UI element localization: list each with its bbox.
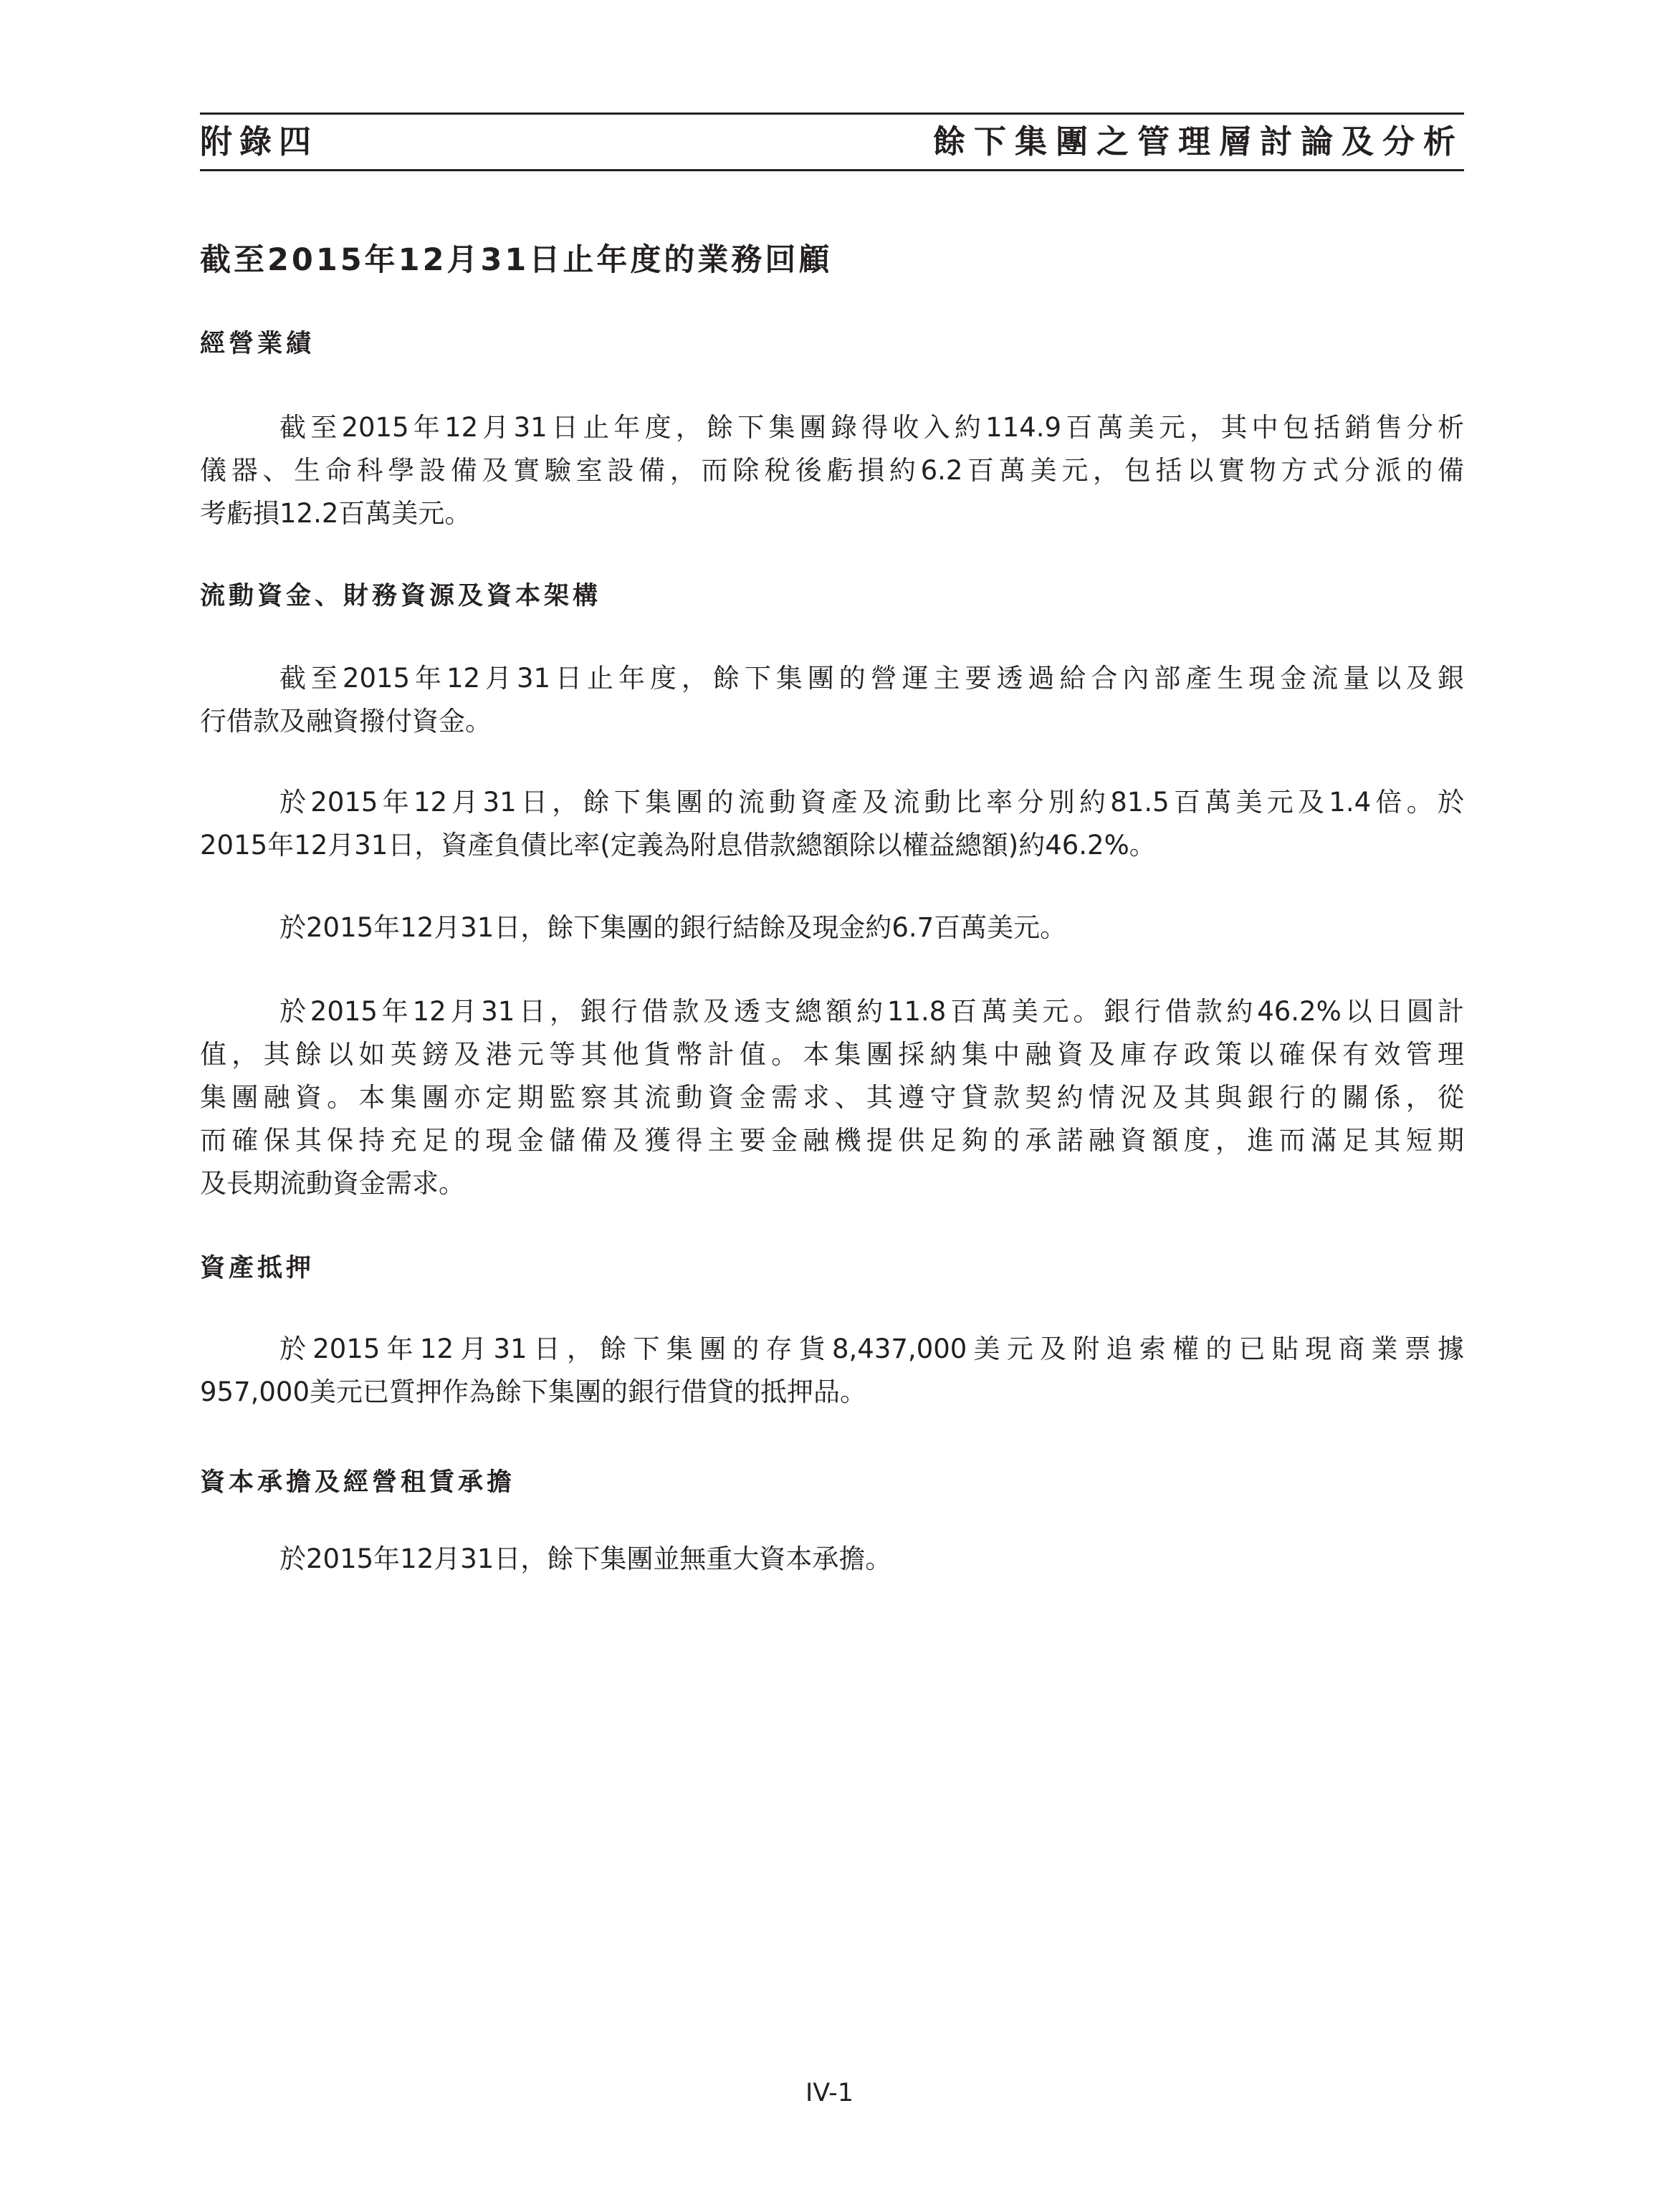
paragraph-line: 於2015年12月31日，餘下集團的流動資產及流動比率分別約81.5百萬美元及1.4倍。於 xyxy=(279,787,1464,818)
paragraph-bank-borrowings xyxy=(200,990,1464,1205)
appendix-label: 附錄四 xyxy=(200,123,319,161)
paragraph-line: 考虧損12.2百萬美元。 xyxy=(200,498,472,529)
paragraph-line: 值，其餘以如英鎊及港元等其他貨幣計值。本集團採納集中融資及庫存政策以確保有效管理 xyxy=(200,1039,1464,1070)
paragraph-line: 行借款及融資撥付資金。 xyxy=(200,706,492,737)
paragraph-pledge-of-assets xyxy=(200,1328,1464,1414)
paragraph-line: 截至2015年12月31日止年度，餘下集團的營運主要透過給合內部產生現金流量以及銀 xyxy=(279,663,1464,694)
paragraph-line: 截至2015年12月31日止年度，餘下集團錄得收入約114.9百萬美元，其中包括銷售分析 xyxy=(279,412,1464,443)
paragraph-cash-balance xyxy=(200,906,1464,949)
paragraph-line: 而確保其保持充足的現金儲備及獲得主要金融機提供足夠的承諾融資額度，進而滿足其短期 xyxy=(200,1125,1464,1156)
paragraph-line: 儀器、生命科學設備及實驗室設備，而除稅後虧損約6.2百萬美元，包括以實物方式分派的備 xyxy=(200,455,1464,486)
paragraph-operating-results xyxy=(200,406,1464,535)
subheading-pledge-of-assets: 資產抵押 xyxy=(200,1254,315,1283)
paragraph-line: 於2015年12月31日，銀行借款及透支總額約11.8百萬美元。銀行借款約46.2%以日圓計 xyxy=(279,996,1464,1027)
paragraph-liquidity-operations xyxy=(200,657,1464,743)
appendix-title: 餘下集團之管理層討論及分析 xyxy=(932,123,1464,161)
paragraph-line: 957,000美元已質押作為餘下集團的銀行借貸的抵押品。 xyxy=(200,1376,867,1407)
page-number: IV-1 xyxy=(805,2079,854,2107)
subheading-liquidity: 流動資金、財務資源及資本架構 xyxy=(200,582,602,611)
section-title: 截至2015年12月31日止年度的業務回顧 xyxy=(200,242,833,278)
subheading-operating-results: 經營業績 xyxy=(200,330,315,358)
paragraph-line: 及長期流動資金需求。 xyxy=(200,1168,465,1199)
paragraph-line: 於2015年12月31日，餘下集團的存貨8,437,000美元及附追索權的已貼現商業票據 xyxy=(279,1334,1464,1364)
subheading-commitments: 資本承擔及經營租賃承擔 xyxy=(200,1468,516,1497)
paragraph-line: 於2015年12月31日，餘下集團的銀行結餘及現金約6.7百萬美元。 xyxy=(279,912,1067,943)
paragraph-current-ratio xyxy=(200,781,1464,867)
paragraph-line: 集團融資。本集團亦定期監察其流動資金需求、其遵守貸款契約情況及其與銀行的關係，從 xyxy=(200,1082,1464,1113)
header-top-rule xyxy=(200,112,1464,115)
paragraph-line: 2015年12月31日，資產負債比率(定義為附息借款總額除以權益總額)約46.2%。 xyxy=(200,830,1156,861)
header-bottom-rule xyxy=(200,169,1464,171)
paragraph-line: 於2015年12月31日，餘下集團並無重大資本承擔。 xyxy=(279,1543,892,1574)
paragraph-commitments xyxy=(200,1538,1464,1581)
